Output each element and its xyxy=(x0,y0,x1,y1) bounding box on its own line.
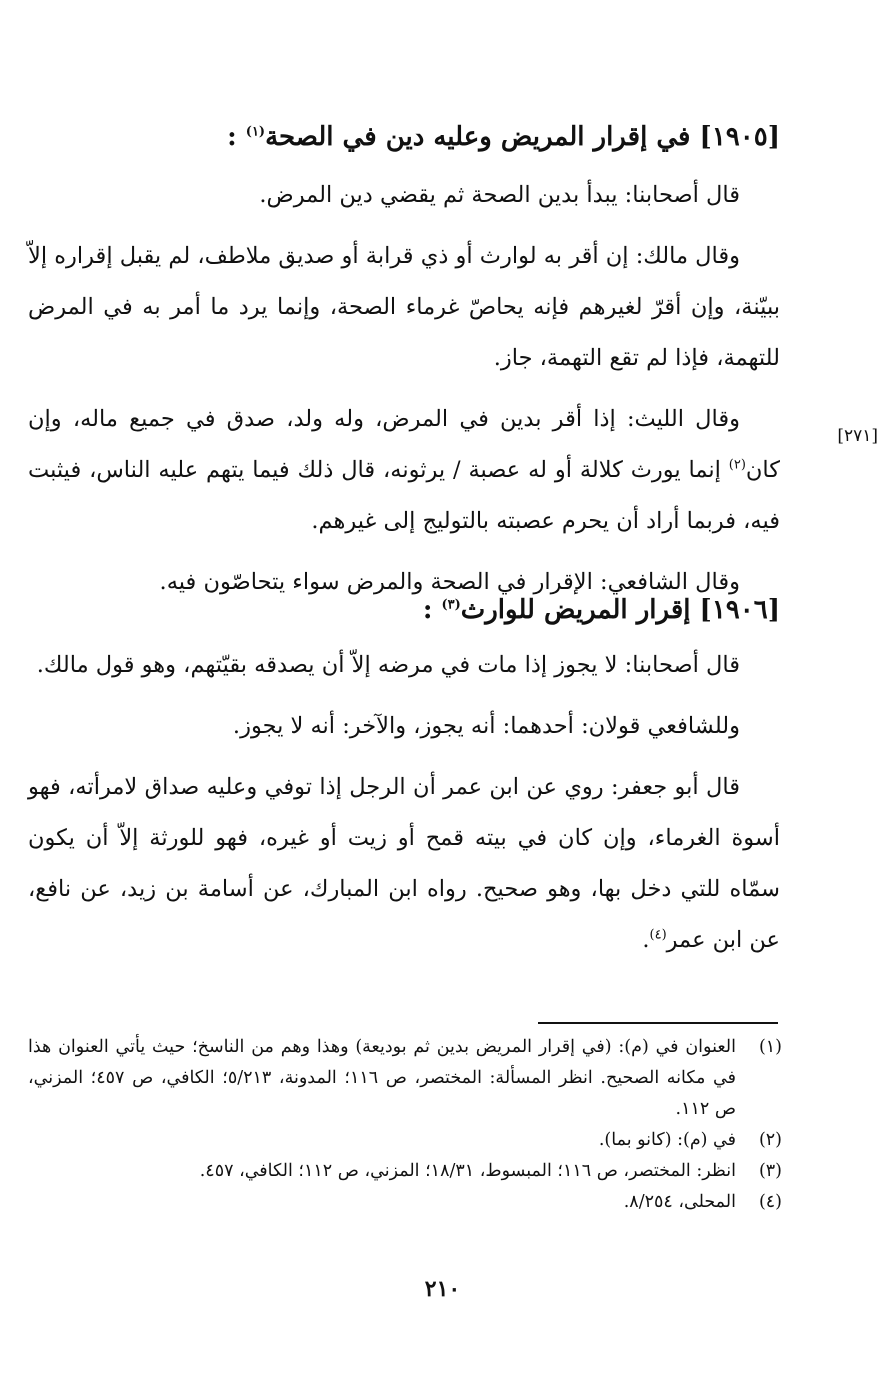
footnote-text: في (م): (كانو بما). xyxy=(598,1130,736,1150)
footnote-number: (٢) xyxy=(758,1130,782,1150)
footnotes xyxy=(28,1032,782,1218)
page-number: ٢١٠ xyxy=(424,1276,461,1302)
paragraph: قال أصحابنا: يبدأ بدين الصحة ثم يقضي دين المرض. xyxy=(259,182,740,208)
section-body-1906 xyxy=(28,640,780,966)
paragraph-text: وقال الليث: إذا أقر بدين في المرض، وله ولد، صدق في جميع ماله، وإن كان xyxy=(28,406,780,483)
heading-text: [١٩٠٥] في إقرار المريض وعليه دين في الصحة xyxy=(265,122,780,152)
footnote-text: انظر: المختصر، ص ١١٦؛ المبسوط، ١٨/٣١؛ المزني، ص ١١٢؛ الكافي، ٤٥٧. xyxy=(199,1161,736,1181)
paragraph: وللشافعي قولان: أحدهما: أنه يجوز، والآخر: أنه لا يجوز. xyxy=(232,713,740,739)
paragraph-text: قال أبو جعفر: روي عن ابن عمر أن الرجل إذا توفي وعليه صداق لامرأته، فهو أسوة الغرماء، وإن كان في بيته قمح أو زيت أو غيره، فهو للورثة إلاّ أن يكون سمّاه للتي دخل بها، وهو صحيح. رواه ابن المبارك، عن أسامة بن زيد، عن نافع، عن ابن عمر xyxy=(28,774,780,953)
footnote-number: (٤) xyxy=(758,1192,782,1212)
footnote-text: المحلى، ٨/٢٥٤. xyxy=(623,1192,736,1212)
paragraph xyxy=(28,762,780,966)
paragraph-end: . xyxy=(642,927,650,953)
section-heading-1905 xyxy=(28,117,780,157)
footnote-number: (١) xyxy=(758,1037,782,1057)
footnote-marker: (٢) xyxy=(728,457,746,473)
footnote xyxy=(28,1187,782,1218)
paragraph xyxy=(28,394,780,547)
paragraph: وقال الشافعي: الإقرار في الصحة والمرض سواء يتحاصّون فيه. xyxy=(159,569,740,595)
section-body-1905 xyxy=(28,170,780,608)
heading-colon: : xyxy=(422,595,442,625)
footnote-marker: (١) xyxy=(245,124,266,140)
paragraph-text: إنما يورث كلالة أو له عصبة / يرثونه، قال ذلك فيما يتهم عليه الناس، فيثبت فيه، فربما أراد أن يحرم عصبته بالتوليج إلى غيرهم. xyxy=(28,457,780,534)
paragraph: قال أصحابنا: لا يجوز إذا مات في مرضه إلاّ أن يصدقه بقيّتهم، وهو قول مالك. xyxy=(36,652,740,678)
footnote-marker: (٣) xyxy=(441,597,461,613)
heading-colon: : xyxy=(227,122,246,152)
footnote-number: (٣) xyxy=(758,1161,782,1181)
heading-text: [١٩٠٦] إقرار المريض للوارث xyxy=(460,595,780,625)
footnote-marker: (٤) xyxy=(649,927,667,943)
section-heading-1906 xyxy=(28,590,780,630)
manuscript-folio-marker: [٢٧١] xyxy=(837,426,878,446)
paragraph: وقال مالك: إن أقر به لوارث أو ذي قرابة أو صديق ملاطف، لم يقبل إقراره إلاّ ببيّنة، وإن أقرّ لغيرهم فإنه يحاصّ غرماء الصحة، وإنما يرد ما أمر به في المرض للتهمة، فإذا لم تقع التهمة، جاز. xyxy=(28,243,780,371)
footnote xyxy=(28,1125,782,1156)
footnote xyxy=(28,1156,782,1187)
footnote-separator xyxy=(538,1022,778,1024)
footnote-text: العنوان في (م): (في إقرار المريض بدين ثم بوديعة) وهذا وهم من الناسخ؛ حيث يأتي العنوان هذا في مكانه الصحيح. انظر المسألة: المختصر، ص ١١٦؛ المدونة، ٥/٢١٣؛ الكافي، ص ٤٥٧؛ المزني، ص ١١٢. xyxy=(28,1037,736,1119)
footnote xyxy=(28,1032,782,1125)
